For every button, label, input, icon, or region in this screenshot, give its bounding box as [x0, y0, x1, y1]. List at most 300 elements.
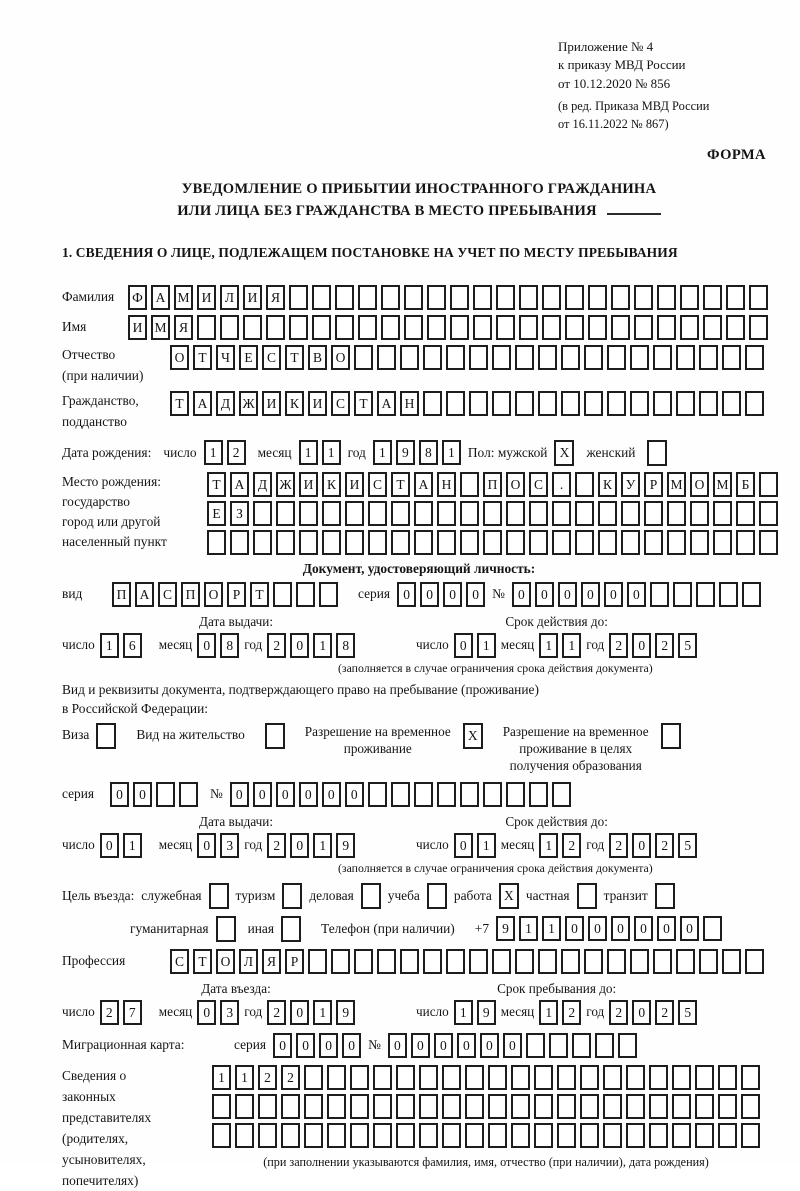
- form-cell[interactable]: 1: [299, 440, 318, 465]
- form-cell[interactable]: [719, 582, 738, 607]
- form-cell[interactable]: [299, 530, 318, 555]
- form-cell[interactable]: 1: [123, 833, 142, 858]
- form-cell[interactable]: [542, 315, 561, 340]
- form-cell[interactable]: 0: [480, 1033, 499, 1058]
- form-cell[interactable]: 0: [342, 1033, 361, 1058]
- form-cell[interactable]: [584, 391, 603, 416]
- form-cell[interactable]: [557, 1094, 576, 1119]
- form-cell[interactable]: К: [598, 472, 617, 497]
- form-cell[interactable]: [235, 1123, 254, 1148]
- form-cell[interactable]: [450, 285, 469, 310]
- form-cell[interactable]: [653, 345, 672, 370]
- form-cell[interactable]: 1: [313, 1000, 332, 1025]
- form-cell[interactable]: 3: [220, 833, 239, 858]
- form-cell[interactable]: [741, 1123, 760, 1148]
- form-cell[interactable]: X: [499, 883, 519, 909]
- form-cell[interactable]: [584, 949, 603, 974]
- form-cell[interactable]: 0: [454, 833, 473, 858]
- form-cell[interactable]: 1: [322, 440, 341, 465]
- form-cell[interactable]: [741, 1065, 760, 1090]
- form-cell[interactable]: 0: [457, 1033, 476, 1058]
- form-cell[interactable]: Т: [193, 949, 212, 974]
- form-cell[interactable]: О: [506, 472, 525, 497]
- form-cell[interactable]: [465, 1065, 484, 1090]
- form-cell[interactable]: .: [552, 472, 571, 497]
- form-cell[interactable]: 5: [678, 1000, 697, 1025]
- form-cell[interactable]: [699, 949, 718, 974]
- form-cell[interactable]: [557, 1065, 576, 1090]
- form-cell[interactable]: [179, 782, 198, 807]
- form-cell[interactable]: [690, 501, 709, 526]
- form-cell[interactable]: [400, 949, 419, 974]
- form-cell[interactable]: О: [204, 582, 223, 607]
- form-cell[interactable]: 2: [100, 1000, 119, 1025]
- form-cell[interactable]: [621, 501, 640, 526]
- form-cell[interactable]: [335, 315, 354, 340]
- form-cell[interactable]: [212, 1094, 231, 1119]
- form-cell[interactable]: Е: [239, 345, 258, 370]
- form-cell[interactable]: [644, 501, 663, 526]
- form-cell[interactable]: [483, 501, 502, 526]
- form-cell[interactable]: [373, 1094, 392, 1119]
- form-cell[interactable]: [575, 472, 594, 497]
- form-cell[interactable]: 0: [388, 1033, 407, 1058]
- form-cell[interactable]: Ч: [216, 345, 235, 370]
- form-cell[interactable]: 0: [611, 916, 630, 941]
- form-cell[interactable]: Р: [285, 949, 304, 974]
- form-cell[interactable]: [396, 1123, 415, 1148]
- form-cell[interactable]: 1: [542, 916, 561, 941]
- form-cell[interactable]: М: [151, 315, 170, 340]
- form-cell[interactable]: 1: [539, 1000, 558, 1025]
- form-cell[interactable]: И: [345, 472, 364, 497]
- form-cell[interactable]: [630, 345, 649, 370]
- form-cell[interactable]: [538, 949, 557, 974]
- form-cell[interactable]: 1: [313, 833, 332, 858]
- form-cell[interactable]: [381, 285, 400, 310]
- form-cell[interactable]: 0: [503, 1033, 522, 1058]
- form-cell[interactable]: Ж: [239, 391, 258, 416]
- form-cell[interactable]: [368, 782, 387, 807]
- form-cell[interactable]: [350, 1094, 369, 1119]
- form-cell[interactable]: К: [322, 472, 341, 497]
- form-cell[interactable]: [331, 949, 350, 974]
- form-cell[interactable]: О: [690, 472, 709, 497]
- form-cell[interactable]: [611, 285, 630, 310]
- form-cell[interactable]: [419, 1065, 438, 1090]
- form-cell[interactable]: 0: [680, 916, 699, 941]
- form-cell[interactable]: [253, 530, 272, 555]
- form-cell[interactable]: [381, 315, 400, 340]
- form-cell[interactable]: [759, 530, 778, 555]
- form-cell[interactable]: 9: [496, 916, 515, 941]
- form-cell[interactable]: К: [285, 391, 304, 416]
- form-cell[interactable]: [680, 285, 699, 310]
- form-cell[interactable]: [572, 1033, 591, 1058]
- form-cell[interactable]: С: [158, 582, 177, 607]
- form-cell[interactable]: С: [331, 391, 350, 416]
- form-cell[interactable]: [577, 883, 597, 909]
- form-cell[interactable]: А: [151, 285, 170, 310]
- form-cell[interactable]: [368, 501, 387, 526]
- form-cell[interactable]: [423, 949, 442, 974]
- form-cell[interactable]: [437, 501, 456, 526]
- form-cell[interactable]: Т: [354, 391, 373, 416]
- form-cell[interactable]: [699, 345, 718, 370]
- form-cell[interactable]: [258, 1123, 277, 1148]
- form-cell[interactable]: [552, 782, 571, 807]
- form-cell[interactable]: [565, 315, 584, 340]
- form-cell[interactable]: [584, 345, 603, 370]
- form-cell[interactable]: [400, 345, 419, 370]
- form-cell[interactable]: [391, 530, 410, 555]
- form-cell[interactable]: [561, 949, 580, 974]
- form-cell[interactable]: [634, 315, 653, 340]
- form-cell[interactable]: 0: [581, 582, 600, 607]
- form-cell[interactable]: [598, 530, 617, 555]
- form-cell[interactable]: И: [308, 391, 327, 416]
- form-cell[interactable]: [212, 1123, 231, 1148]
- form-cell[interactable]: [519, 315, 538, 340]
- form-cell[interactable]: 0: [197, 633, 216, 658]
- form-cell[interactable]: [450, 315, 469, 340]
- form-cell[interactable]: Я: [174, 315, 193, 340]
- form-cell[interactable]: [442, 1065, 461, 1090]
- form-cell[interactable]: [673, 582, 692, 607]
- form-cell[interactable]: [529, 501, 548, 526]
- form-cell[interactable]: М: [713, 472, 732, 497]
- form-cell[interactable]: [377, 345, 396, 370]
- form-cell[interactable]: [446, 391, 465, 416]
- form-cell[interactable]: [465, 1094, 484, 1119]
- form-cell[interactable]: [492, 345, 511, 370]
- form-cell[interactable]: 0: [565, 916, 584, 941]
- form-cell[interactable]: [703, 916, 722, 941]
- form-cell[interactable]: 0: [299, 782, 318, 807]
- form-cell[interactable]: [667, 501, 686, 526]
- form-cell[interactable]: [672, 1065, 691, 1090]
- form-cell[interactable]: [699, 391, 718, 416]
- form-cell[interactable]: [253, 501, 272, 526]
- form-cell[interactable]: [561, 391, 580, 416]
- form-cell[interactable]: З: [230, 501, 249, 526]
- form-cell[interactable]: 1: [562, 633, 581, 658]
- form-cell[interactable]: Л: [239, 949, 258, 974]
- form-cell[interactable]: [354, 949, 373, 974]
- form-cell[interactable]: 2: [267, 1000, 286, 1025]
- form-cell[interactable]: Т: [193, 345, 212, 370]
- form-cell[interactable]: С: [170, 949, 189, 974]
- form-cell[interactable]: У: [621, 472, 640, 497]
- form-cell[interactable]: В: [308, 345, 327, 370]
- form-cell[interactable]: Т: [391, 472, 410, 497]
- form-cell[interactable]: Д: [253, 472, 272, 497]
- form-cell[interactable]: [703, 315, 722, 340]
- form-cell[interactable]: [649, 1065, 668, 1090]
- form-cell[interactable]: [745, 345, 764, 370]
- form-cell[interactable]: [607, 949, 626, 974]
- form-cell[interactable]: П: [483, 472, 502, 497]
- form-cell[interactable]: 0: [443, 582, 462, 607]
- form-cell[interactable]: О: [331, 345, 350, 370]
- form-cell[interactable]: [561, 345, 580, 370]
- form-cell[interactable]: [644, 530, 663, 555]
- form-cell[interactable]: 0: [319, 1033, 338, 1058]
- form-cell[interactable]: [391, 782, 410, 807]
- form-cell[interactable]: [618, 1033, 637, 1058]
- form-cell[interactable]: [713, 501, 732, 526]
- form-cell[interactable]: 9: [477, 1000, 496, 1025]
- form-cell[interactable]: [296, 582, 315, 607]
- form-cell[interactable]: 2: [655, 633, 674, 658]
- form-cell[interactable]: [690, 530, 709, 555]
- form-cell[interactable]: [488, 1094, 507, 1119]
- form-cell[interactable]: [276, 530, 295, 555]
- form-cell[interactable]: 0: [512, 582, 531, 607]
- form-cell[interactable]: [696, 582, 715, 607]
- form-cell[interactable]: [588, 285, 607, 310]
- form-cell[interactable]: [542, 285, 561, 310]
- form-cell[interactable]: [322, 530, 341, 555]
- form-cell[interactable]: [312, 315, 331, 340]
- form-cell[interactable]: 9: [336, 1000, 355, 1025]
- form-cell[interactable]: [304, 1065, 323, 1090]
- form-cell[interactable]: [695, 1123, 714, 1148]
- form-cell[interactable]: [281, 916, 301, 942]
- form-cell[interactable]: [96, 723, 116, 749]
- form-cell[interactable]: [423, 391, 442, 416]
- form-cell[interactable]: Б: [736, 472, 755, 497]
- form-cell[interactable]: [630, 949, 649, 974]
- form-cell[interactable]: [243, 315, 262, 340]
- form-cell[interactable]: И: [197, 285, 216, 310]
- form-cell[interactable]: 1: [204, 440, 223, 465]
- form-cell[interactable]: И: [299, 472, 318, 497]
- form-cell[interactable]: 0: [434, 1033, 453, 1058]
- form-cell[interactable]: [506, 782, 525, 807]
- form-cell[interactable]: П: [181, 582, 200, 607]
- form-cell[interactable]: 0: [110, 782, 129, 807]
- form-cell[interactable]: [676, 345, 695, 370]
- form-cell[interactable]: 0: [604, 582, 623, 607]
- form-cell[interactable]: [526, 1033, 545, 1058]
- form-cell[interactable]: 1: [539, 633, 558, 658]
- form-cell[interactable]: [649, 1123, 668, 1148]
- form-cell[interactable]: [580, 1123, 599, 1148]
- form-cell[interactable]: [354, 345, 373, 370]
- form-cell[interactable]: [634, 285, 653, 310]
- form-cell[interactable]: [404, 285, 423, 310]
- form-cell[interactable]: [647, 440, 667, 466]
- form-cell[interactable]: [653, 391, 672, 416]
- form-cell[interactable]: [626, 1094, 645, 1119]
- form-cell[interactable]: [396, 1065, 415, 1090]
- form-cell[interactable]: А: [377, 391, 396, 416]
- form-cell[interactable]: [156, 782, 175, 807]
- form-cell[interactable]: [319, 582, 338, 607]
- form-cell[interactable]: [655, 883, 675, 909]
- form-cell[interactable]: [235, 1094, 254, 1119]
- form-cell[interactable]: Ф: [128, 285, 147, 310]
- form-cell[interactable]: Н: [400, 391, 419, 416]
- form-cell[interactable]: [327, 1123, 346, 1148]
- form-cell[interactable]: Т: [170, 391, 189, 416]
- form-cell[interactable]: [427, 883, 447, 909]
- form-cell[interactable]: [580, 1094, 599, 1119]
- form-cell[interactable]: 2: [562, 833, 581, 858]
- form-cell[interactable]: [423, 345, 442, 370]
- form-cell[interactable]: С: [262, 345, 281, 370]
- form-cell[interactable]: [282, 883, 302, 909]
- form-cell[interactable]: И: [128, 315, 147, 340]
- form-cell[interactable]: [722, 345, 741, 370]
- form-cell[interactable]: [703, 285, 722, 310]
- form-cell[interactable]: [496, 285, 515, 310]
- form-cell[interactable]: 2: [609, 633, 628, 658]
- form-cell[interactable]: [603, 1094, 622, 1119]
- form-cell[interactable]: [549, 1033, 568, 1058]
- form-cell[interactable]: [603, 1065, 622, 1090]
- form-cell[interactable]: [552, 530, 571, 555]
- form-cell[interactable]: 0: [454, 633, 473, 658]
- form-cell[interactable]: [653, 949, 672, 974]
- form-cell[interactable]: [373, 1065, 392, 1090]
- form-cell[interactable]: [473, 285, 492, 310]
- form-cell[interactable]: 0: [397, 582, 416, 607]
- form-cell[interactable]: 2: [562, 1000, 581, 1025]
- form-cell[interactable]: 0: [588, 916, 607, 941]
- form-cell[interactable]: С: [368, 472, 387, 497]
- form-cell[interactable]: [496, 315, 515, 340]
- form-cell[interactable]: [312, 285, 331, 310]
- form-cell[interactable]: [575, 501, 594, 526]
- form-cell[interactable]: [289, 315, 308, 340]
- form-cell[interactable]: А: [135, 582, 154, 607]
- form-cell[interactable]: 1: [477, 633, 496, 658]
- form-cell[interactable]: [718, 1065, 737, 1090]
- form-cell[interactable]: [273, 582, 292, 607]
- form-cell[interactable]: А: [414, 472, 433, 497]
- form-cell[interactable]: 8: [419, 440, 438, 465]
- form-cell[interactable]: [575, 530, 594, 555]
- form-cell[interactable]: [680, 315, 699, 340]
- form-cell[interactable]: [350, 1123, 369, 1148]
- form-cell[interactable]: [209, 883, 229, 909]
- form-cell[interactable]: [534, 1094, 553, 1119]
- form-cell[interactable]: [534, 1065, 553, 1090]
- form-cell[interactable]: [492, 949, 511, 974]
- form-cell[interactable]: [745, 391, 764, 416]
- form-cell[interactable]: Р: [227, 582, 246, 607]
- form-cell[interactable]: [308, 949, 327, 974]
- form-cell[interactable]: [281, 1094, 300, 1119]
- form-cell[interactable]: М: [174, 285, 193, 310]
- form-cell[interactable]: 0: [197, 833, 216, 858]
- form-cell[interactable]: 2: [655, 833, 674, 858]
- form-cell[interactable]: О: [216, 949, 235, 974]
- form-cell[interactable]: [404, 315, 423, 340]
- form-cell[interactable]: [649, 1094, 668, 1119]
- form-cell[interactable]: X: [463, 723, 483, 749]
- form-cell[interactable]: Т: [207, 472, 226, 497]
- form-cell[interactable]: 0: [634, 916, 653, 941]
- form-cell[interactable]: [368, 530, 387, 555]
- form-cell[interactable]: [529, 530, 548, 555]
- form-cell[interactable]: [281, 1123, 300, 1148]
- form-cell[interactable]: [667, 530, 686, 555]
- form-cell[interactable]: 0: [230, 782, 249, 807]
- form-cell[interactable]: [216, 916, 236, 942]
- form-cell[interactable]: [759, 472, 778, 497]
- form-cell[interactable]: Т: [285, 345, 304, 370]
- form-cell[interactable]: [749, 285, 768, 310]
- form-cell[interactable]: 0: [627, 582, 646, 607]
- form-cell[interactable]: [327, 1094, 346, 1119]
- form-cell[interactable]: [534, 1123, 553, 1148]
- form-cell[interactable]: 0: [345, 782, 364, 807]
- form-cell[interactable]: [335, 285, 354, 310]
- form-cell[interactable]: [469, 949, 488, 974]
- form-cell[interactable]: [483, 782, 502, 807]
- form-cell[interactable]: Я: [262, 949, 281, 974]
- form-cell[interactable]: [672, 1123, 691, 1148]
- form-cell[interactable]: 1: [373, 440, 392, 465]
- form-cell[interactable]: 5: [678, 833, 697, 858]
- form-cell[interactable]: [742, 582, 761, 607]
- form-cell[interactable]: [230, 530, 249, 555]
- form-cell[interactable]: [304, 1123, 323, 1148]
- form-cell[interactable]: 0: [420, 582, 439, 607]
- form-cell[interactable]: [437, 530, 456, 555]
- form-cell[interactable]: [446, 345, 465, 370]
- form-cell[interactable]: [414, 530, 433, 555]
- form-cell[interactable]: [265, 723, 285, 749]
- form-cell[interactable]: [607, 345, 626, 370]
- form-cell[interactable]: Е: [207, 501, 226, 526]
- form-cell[interactable]: [552, 501, 571, 526]
- form-cell[interactable]: [361, 883, 381, 909]
- form-cell[interactable]: [676, 949, 695, 974]
- form-cell[interactable]: X: [554, 440, 574, 466]
- form-cell[interactable]: [580, 1065, 599, 1090]
- form-cell[interactable]: [718, 1094, 737, 1119]
- form-cell[interactable]: [488, 1123, 507, 1148]
- form-cell[interactable]: [661, 723, 681, 749]
- form-cell[interactable]: 0: [535, 582, 554, 607]
- form-cell[interactable]: [538, 391, 557, 416]
- form-cell[interactable]: 8: [336, 633, 355, 658]
- form-cell[interactable]: [266, 315, 285, 340]
- form-cell[interactable]: [759, 501, 778, 526]
- form-cell[interactable]: 8: [220, 633, 239, 658]
- form-cell[interactable]: [460, 782, 479, 807]
- form-cell[interactable]: 0: [632, 633, 651, 658]
- form-cell[interactable]: [745, 949, 764, 974]
- form-cell[interactable]: М: [667, 472, 686, 497]
- form-cell[interactable]: 2: [281, 1065, 300, 1090]
- form-cell[interactable]: [207, 530, 226, 555]
- form-cell[interactable]: Т: [250, 582, 269, 607]
- form-cell[interactable]: [506, 530, 525, 555]
- form-cell[interactable]: [258, 1094, 277, 1119]
- form-cell[interactable]: 1: [100, 633, 119, 658]
- form-cell[interactable]: [611, 315, 630, 340]
- form-cell[interactable]: [718, 1123, 737, 1148]
- form-cell[interactable]: [565, 285, 584, 310]
- form-cell[interactable]: 0: [276, 782, 295, 807]
- form-cell[interactable]: [713, 530, 732, 555]
- form-cell[interactable]: [460, 472, 479, 497]
